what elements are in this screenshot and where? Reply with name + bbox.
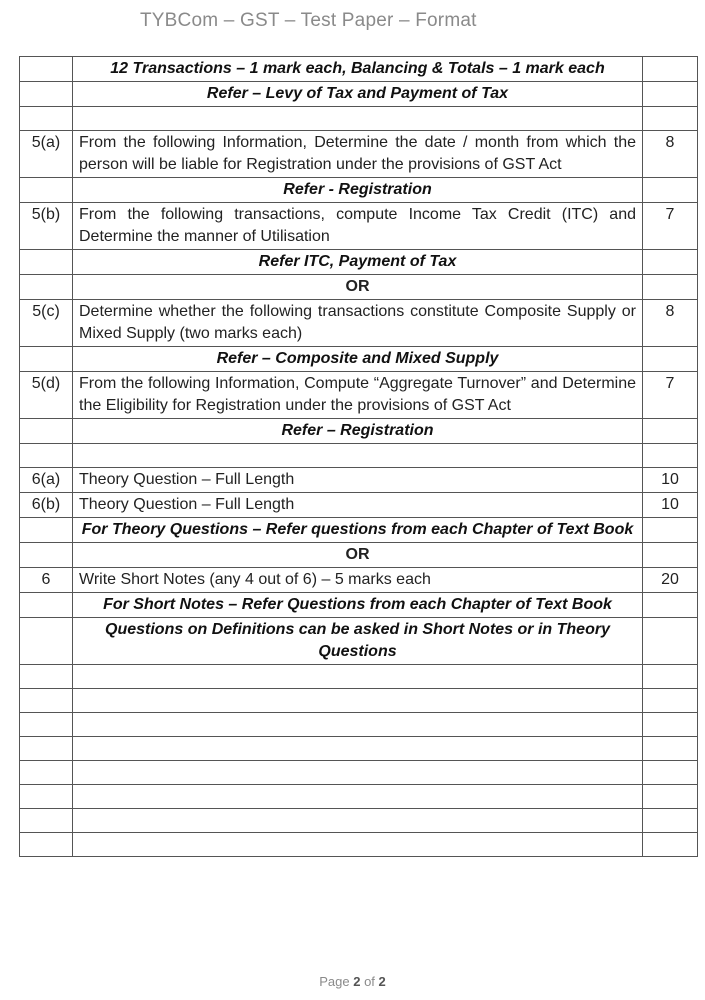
reference-note: Refer – Levy of Tax and Payment of Tax xyxy=(73,82,643,107)
marks: 7 xyxy=(643,372,698,419)
question-number xyxy=(20,347,73,372)
marks xyxy=(643,57,698,82)
marks xyxy=(643,543,698,568)
page-number xyxy=(0,974,705,989)
blank-row xyxy=(20,761,698,785)
question-text: Theory Question – Full Length xyxy=(73,468,643,493)
marks: 8 xyxy=(643,300,698,347)
question-text xyxy=(73,785,643,809)
marks xyxy=(643,785,698,809)
question-number xyxy=(20,689,73,713)
question-text: Write Short Notes (any 4 out of 6) – 5 marks each xyxy=(73,568,643,593)
question-number xyxy=(20,107,73,131)
marks: 10 xyxy=(643,468,698,493)
marks xyxy=(643,761,698,785)
question-number: 5(c) xyxy=(20,300,73,347)
marks xyxy=(643,107,698,131)
reference-note: Questions on Definitions can be asked in Short Notes or in Theory Questions xyxy=(73,618,643,665)
question-row xyxy=(20,468,698,493)
question-text xyxy=(73,761,643,785)
blank-row xyxy=(20,833,698,857)
question-number xyxy=(20,178,73,203)
question-number xyxy=(20,419,73,444)
question-number xyxy=(20,761,73,785)
blank-row xyxy=(20,713,698,737)
blank-row xyxy=(20,737,698,761)
question-text: From the following transactions, compute Income Tax Credit (ITC) and Determine the manner of Utilisation xyxy=(73,203,643,250)
question-number xyxy=(20,665,73,689)
question-number: 6(a) xyxy=(20,468,73,493)
blank-row xyxy=(20,785,698,809)
reference-row xyxy=(20,178,698,203)
blank-row xyxy=(20,809,698,833)
question-number xyxy=(20,713,73,737)
question-number xyxy=(20,543,73,568)
question-number: 5(d) xyxy=(20,372,73,419)
or-divider: OR xyxy=(73,275,643,300)
question-text xyxy=(73,665,643,689)
marks xyxy=(643,250,698,275)
reference-row xyxy=(20,518,698,543)
marks xyxy=(643,737,698,761)
or-row xyxy=(20,543,698,568)
question-number xyxy=(20,250,73,275)
blank-row xyxy=(20,689,698,713)
question-text xyxy=(73,737,643,761)
reference-row xyxy=(20,57,698,82)
marks xyxy=(643,665,698,689)
marks: 8 xyxy=(643,131,698,178)
or-row xyxy=(20,275,698,300)
question-text xyxy=(73,444,643,468)
question-number: 6 xyxy=(20,568,73,593)
page-title: TYBCom – GST – Test Paper – Format xyxy=(140,10,477,31)
question-number xyxy=(20,618,73,665)
reference-note: Refer ITC, Payment of Tax xyxy=(73,250,643,275)
question-number: 6(b) xyxy=(20,493,73,518)
reference-note: 12 Transactions – 1 mark each, Balancing & Totals – 1 mark each xyxy=(73,57,643,82)
question-number xyxy=(20,275,73,300)
question-number xyxy=(20,57,73,82)
reference-row xyxy=(20,347,698,372)
reference-note: Refer – Registration xyxy=(73,419,643,444)
question-number xyxy=(20,833,73,857)
page-of: of xyxy=(364,974,375,989)
question-row xyxy=(20,300,698,347)
marks xyxy=(643,618,698,665)
question-text: From the following Information, Compute “Aggregate Turnover” and Determine the Eligibility for Registration under the provisions of GST Act xyxy=(73,372,643,419)
blank-row xyxy=(20,107,698,131)
marks xyxy=(643,809,698,833)
question-number: 5(a) xyxy=(20,131,73,178)
reference-note: Refer – Composite and Mixed Supply xyxy=(73,347,643,372)
marks xyxy=(643,444,698,468)
marks xyxy=(643,178,698,203)
question-number: 5(b) xyxy=(20,203,73,250)
or-divider: OR xyxy=(73,543,643,568)
marks: 20 xyxy=(643,568,698,593)
reference-note: Refer - Registration xyxy=(73,178,643,203)
reference-note: For Short Notes – Refer Questions from each Chapter of Text Book xyxy=(73,593,643,618)
marks xyxy=(643,82,698,107)
question-text xyxy=(73,833,643,857)
blank-row xyxy=(20,665,698,689)
reference-row xyxy=(20,593,698,618)
question-number xyxy=(20,82,73,107)
marks xyxy=(643,518,698,543)
question-number xyxy=(20,518,73,543)
page-label: Page xyxy=(319,974,350,989)
question-text xyxy=(73,107,643,131)
total-pages: 2 xyxy=(378,974,386,989)
current-page: 2 xyxy=(353,974,361,989)
reference-row xyxy=(20,250,698,275)
question-text xyxy=(73,809,643,833)
marks xyxy=(643,713,698,737)
question-row xyxy=(20,131,698,178)
reference-note: For Theory Questions – Refer questions from each Chapter of Text Book xyxy=(73,518,643,543)
marks: 10 xyxy=(643,493,698,518)
question-number xyxy=(20,593,73,618)
question-number xyxy=(20,444,73,468)
marks xyxy=(643,689,698,713)
question-text: Determine whether the following transactions constitute Composite Supply or Mixed Supply (two marks each) xyxy=(73,300,643,347)
question-number xyxy=(20,809,73,833)
question-number xyxy=(20,737,73,761)
question-row xyxy=(20,493,698,518)
marks xyxy=(643,419,698,444)
question-row xyxy=(20,203,698,250)
reference-row xyxy=(20,419,698,444)
question-row xyxy=(20,568,698,593)
marks xyxy=(643,833,698,857)
blank-row xyxy=(20,444,698,468)
question-text xyxy=(73,689,643,713)
question-text: Theory Question – Full Length xyxy=(73,493,643,518)
marks xyxy=(643,275,698,300)
marks xyxy=(643,593,698,618)
question-text: From the following Information, Determine the date / month from which the person will be liable for Registration under the provisions of GST Act xyxy=(73,131,643,178)
marks: 7 xyxy=(643,203,698,250)
reference-row xyxy=(20,618,698,665)
question-format-table xyxy=(19,56,698,857)
reference-row xyxy=(20,82,698,107)
marks xyxy=(643,347,698,372)
question-text xyxy=(73,713,643,737)
question-row xyxy=(20,372,698,419)
question-number xyxy=(20,785,73,809)
